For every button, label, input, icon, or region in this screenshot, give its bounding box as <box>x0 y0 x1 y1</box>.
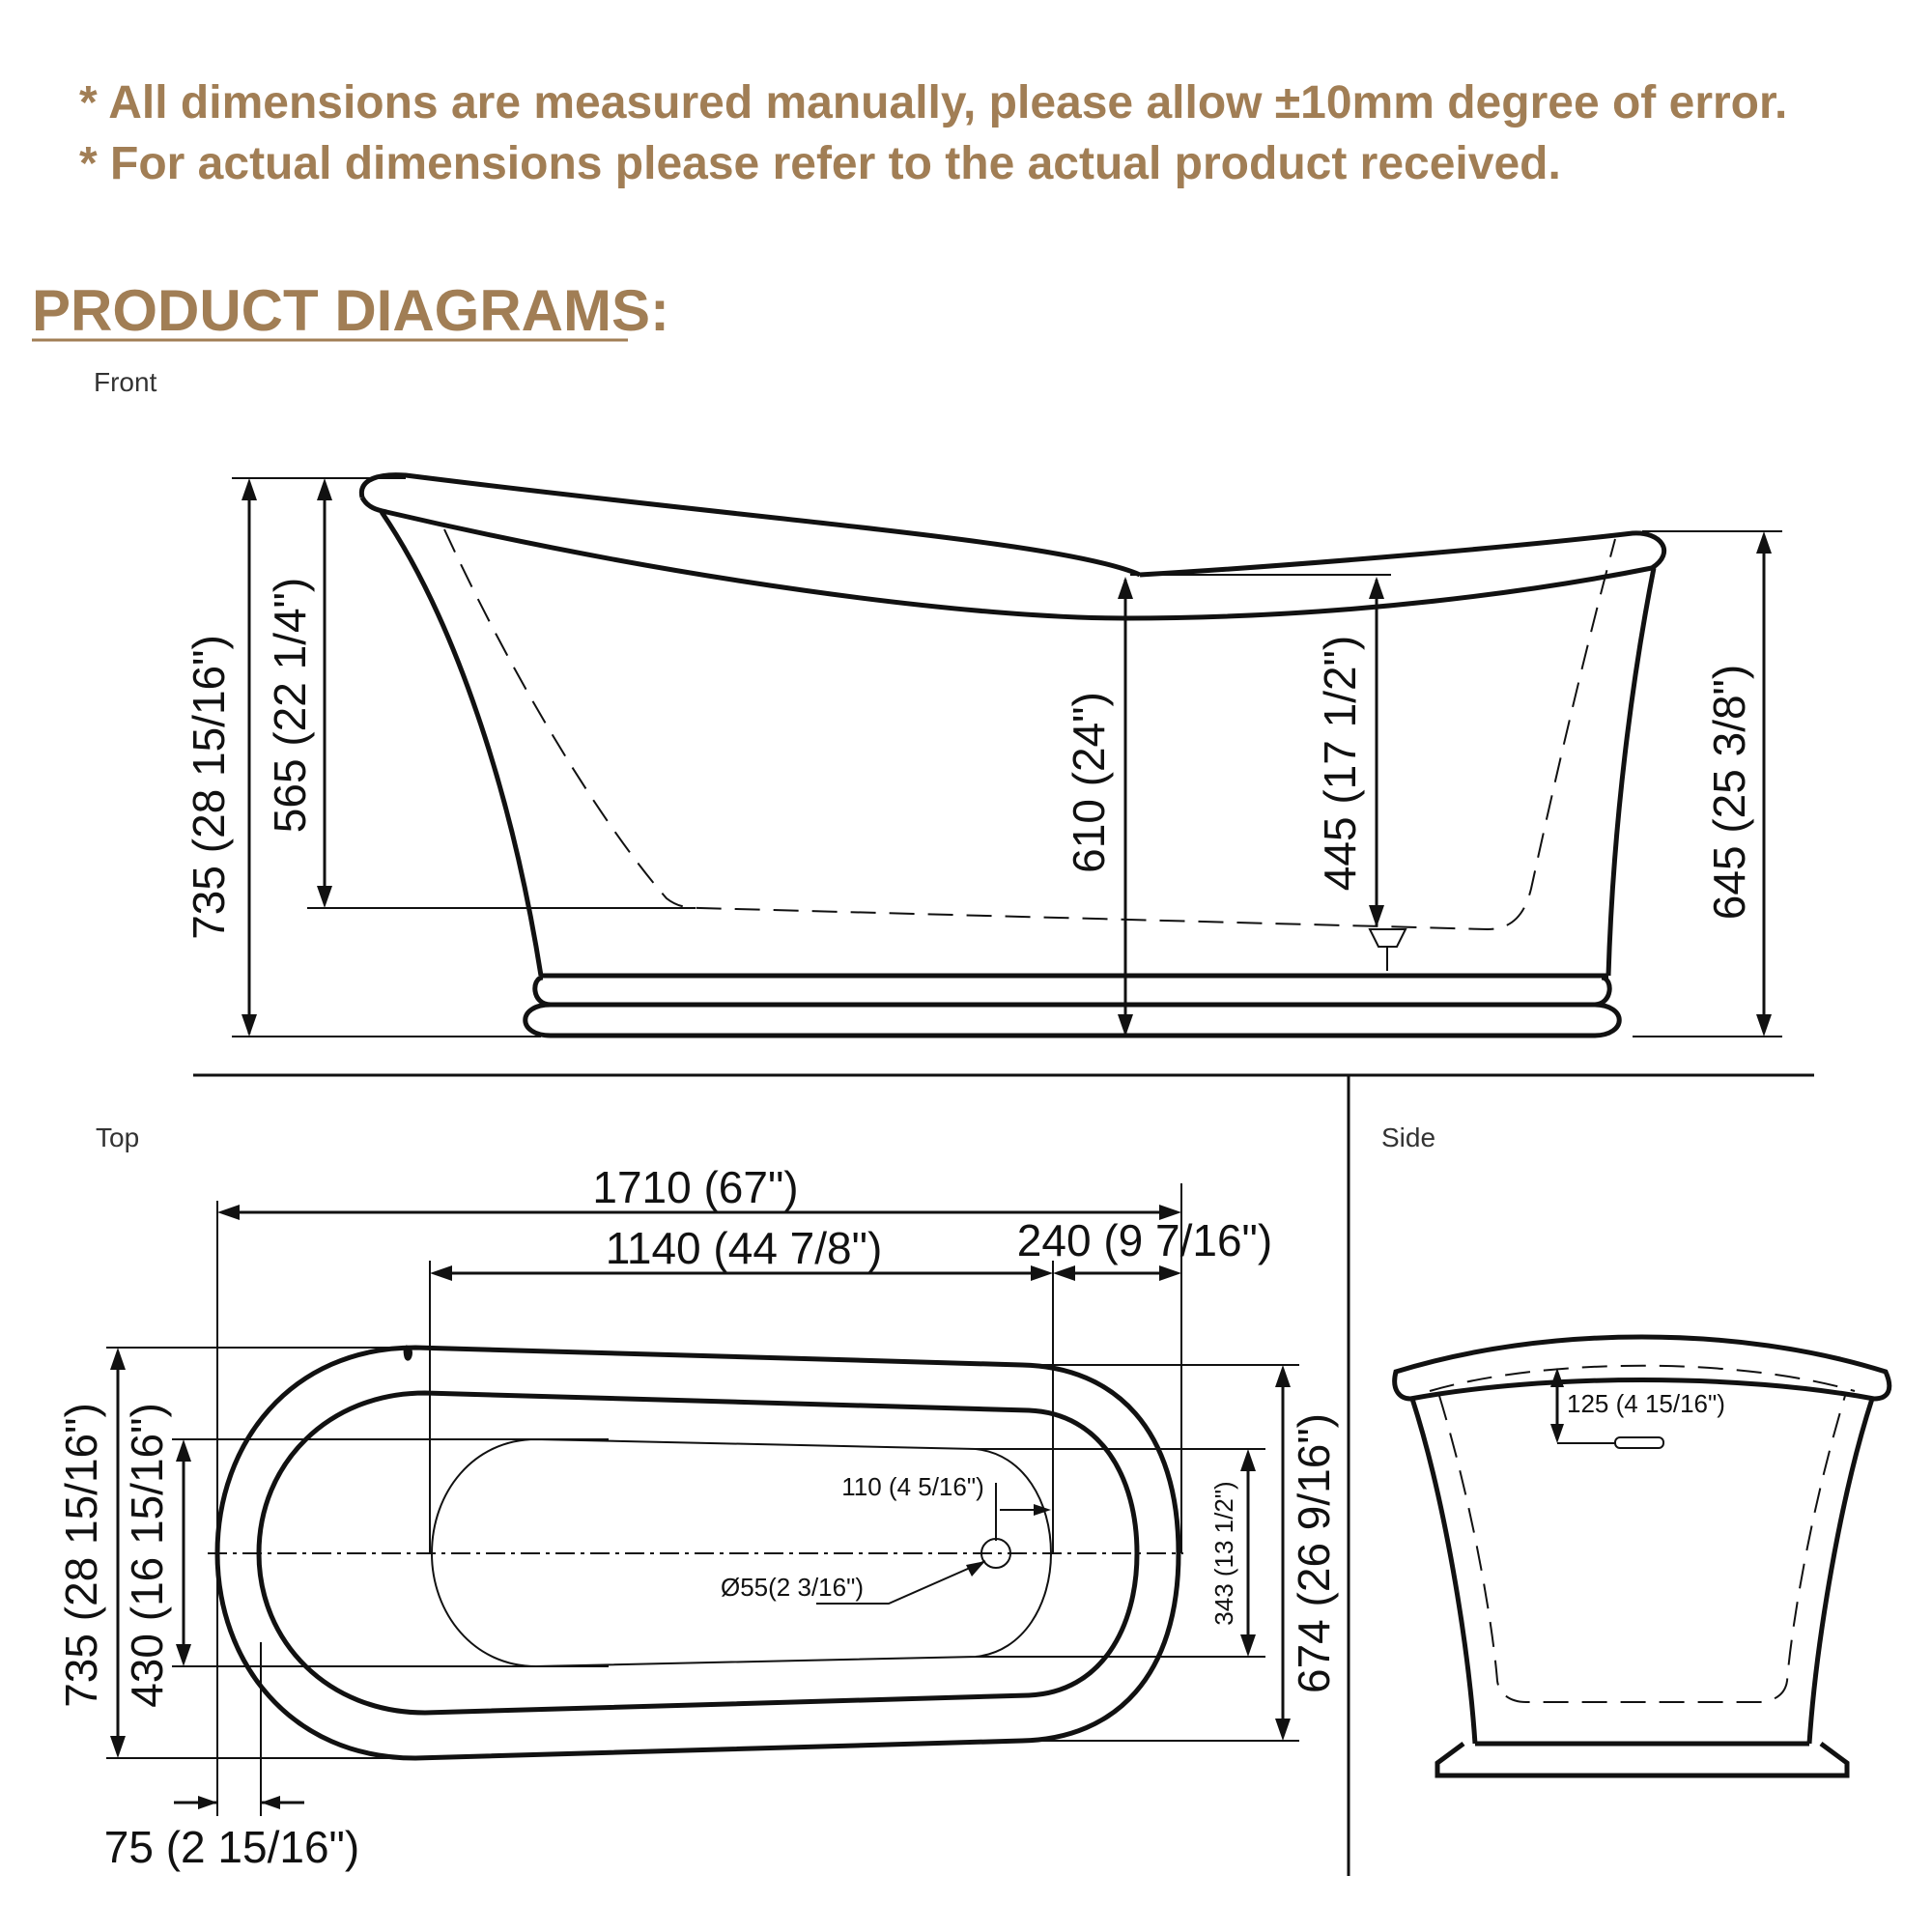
dim-front-right-height: 645 (25 3/8") <box>1704 664 1754 921</box>
side-inner-profile <box>1439 1396 1845 1702</box>
dim-side-overflow-depth: 125 (4 15/16") <box>1567 1389 1725 1418</box>
dim-top-drain-diameter: Ø55(2 3/16") <box>721 1573 864 1602</box>
side-left-wall <box>1412 1399 1475 1744</box>
dim-top-rim-thickness: 75 (2 15/16") <box>103 1822 360 1872</box>
side-base <box>1437 1744 1847 1776</box>
dim-top-overall-width: 735 (28 15/16") <box>56 1403 106 1708</box>
front-rim-top-right <box>1140 533 1664 575</box>
side-right-wall <box>1809 1399 1872 1744</box>
dim-front-inner-depth: 565 (22 1/4") <box>265 577 315 834</box>
dim-top-drain-to-edge: 110 (4 5/16") <box>841 1472 984 1501</box>
dim-top-drain-offset: 240 (9 7/16") <box>1016 1215 1273 1265</box>
view-label-front: Front <box>94 367 157 397</box>
front-rim-top <box>361 475 1140 575</box>
front-drain <box>1370 929 1406 947</box>
front-plinth-lower <box>526 1005 1620 1036</box>
front-left-wall <box>382 512 541 976</box>
note-measurement-error: * All dimensions are measured manually, please allow ±10mm degree of error. <box>79 77 1788 128</box>
front-inner-profile <box>444 529 1615 929</box>
dim-front-water-depth: 445 (17 1/2") <box>1315 635 1365 892</box>
front-rim-bottom <box>362 497 1652 618</box>
dim-top-right-width: 674 (26 9/16") <box>1289 1413 1339 1693</box>
note-actual-product: * For actual dimensions please refer to the actual product received. <box>79 138 1561 189</box>
view-label-top: Top <box>96 1122 140 1152</box>
side-overflow <box>1615 1437 1663 1448</box>
front-view-drawing <box>361 475 1663 1036</box>
top-dimension-lines <box>106 1183 1299 1816</box>
dim-top-inner-width: 430 (16 15/16") <box>122 1403 172 1708</box>
section-heading: PRODUCT DIAGRAMS: <box>32 278 669 343</box>
view-label-side: Side <box>1381 1122 1436 1152</box>
front-plinth-upper <box>535 978 1609 1005</box>
dim-front-center-height: 610 (24") <box>1064 692 1114 873</box>
front-dimension-lines <box>232 478 1782 1037</box>
dim-top-overall-length: 1710 (67") <box>592 1162 799 1212</box>
front-right-wall <box>1608 568 1654 976</box>
dim-top-bottom-width: 343 (13 1/2") <box>1209 1481 1238 1626</box>
top-view-drawing <box>208 1348 1183 1758</box>
dim-top-inner-length: 1140 (44 7/8") <box>605 1223 883 1273</box>
dim-front-overall-height: 735 (28 15/16") <box>184 635 234 940</box>
